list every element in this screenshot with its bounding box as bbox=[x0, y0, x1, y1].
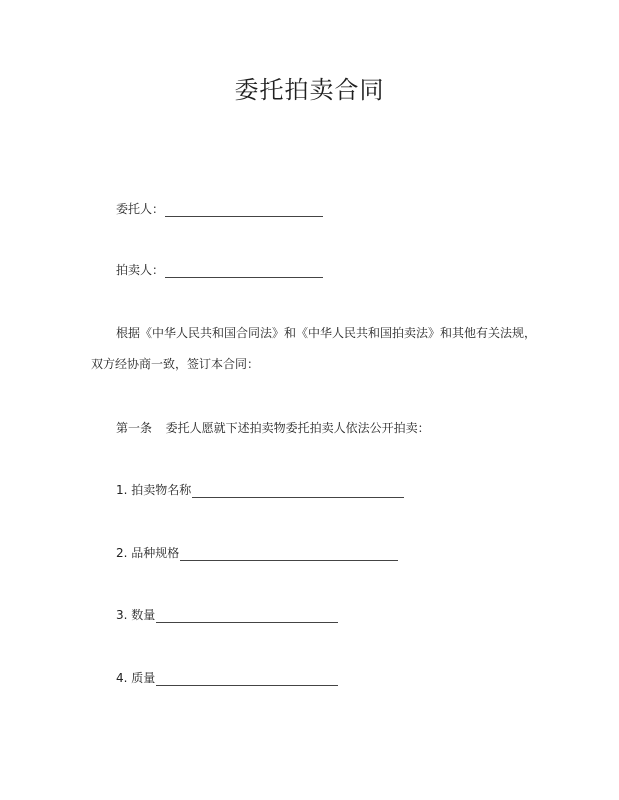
item-specification-label: 2. 品种规格 bbox=[116, 546, 180, 560]
document-title: 委托拍卖合同 bbox=[234, 76, 385, 104]
item-specification bbox=[116, 545, 398, 561]
item-auction-name bbox=[116, 482, 404, 498]
preamble-line-2: 双方经协商一致，签订本合同： bbox=[91, 357, 260, 371]
item-quantity-blank[interactable] bbox=[156, 608, 338, 623]
item-quantity bbox=[116, 607, 338, 623]
preamble-line-1: 根据《中华人民共和国合同法》和《中华人民共和国拍卖法》和其他有关法规， bbox=[116, 326, 537, 340]
article-1-text: 委托人愿就下述拍卖物委托拍卖人依法公开拍卖： bbox=[165, 421, 430, 435]
field-consignor-blank[interactable] bbox=[165, 202, 323, 217]
field-consignor bbox=[116, 201, 323, 217]
item-specification-blank[interactable] bbox=[180, 546, 398, 561]
item-auction-name-label: 1. 拍卖物名称 bbox=[116, 483, 192, 497]
item-quantity-label: 3. 数量 bbox=[116, 608, 156, 622]
item-quality-label: 4. 质量 bbox=[116, 671, 156, 685]
article-1-number: 第一条 bbox=[116, 421, 153, 435]
item-quality bbox=[116, 670, 338, 686]
article-1 bbox=[116, 420, 430, 436]
field-auctioneer-blank[interactable] bbox=[165, 263, 323, 278]
item-quality-blank[interactable] bbox=[156, 671, 338, 686]
item-auction-name-blank[interactable] bbox=[192, 483, 404, 498]
field-auctioneer-label: 拍卖人： bbox=[116, 263, 165, 277]
field-consignor-label: 委托人： bbox=[116, 202, 165, 216]
field-auctioneer bbox=[116, 262, 323, 278]
